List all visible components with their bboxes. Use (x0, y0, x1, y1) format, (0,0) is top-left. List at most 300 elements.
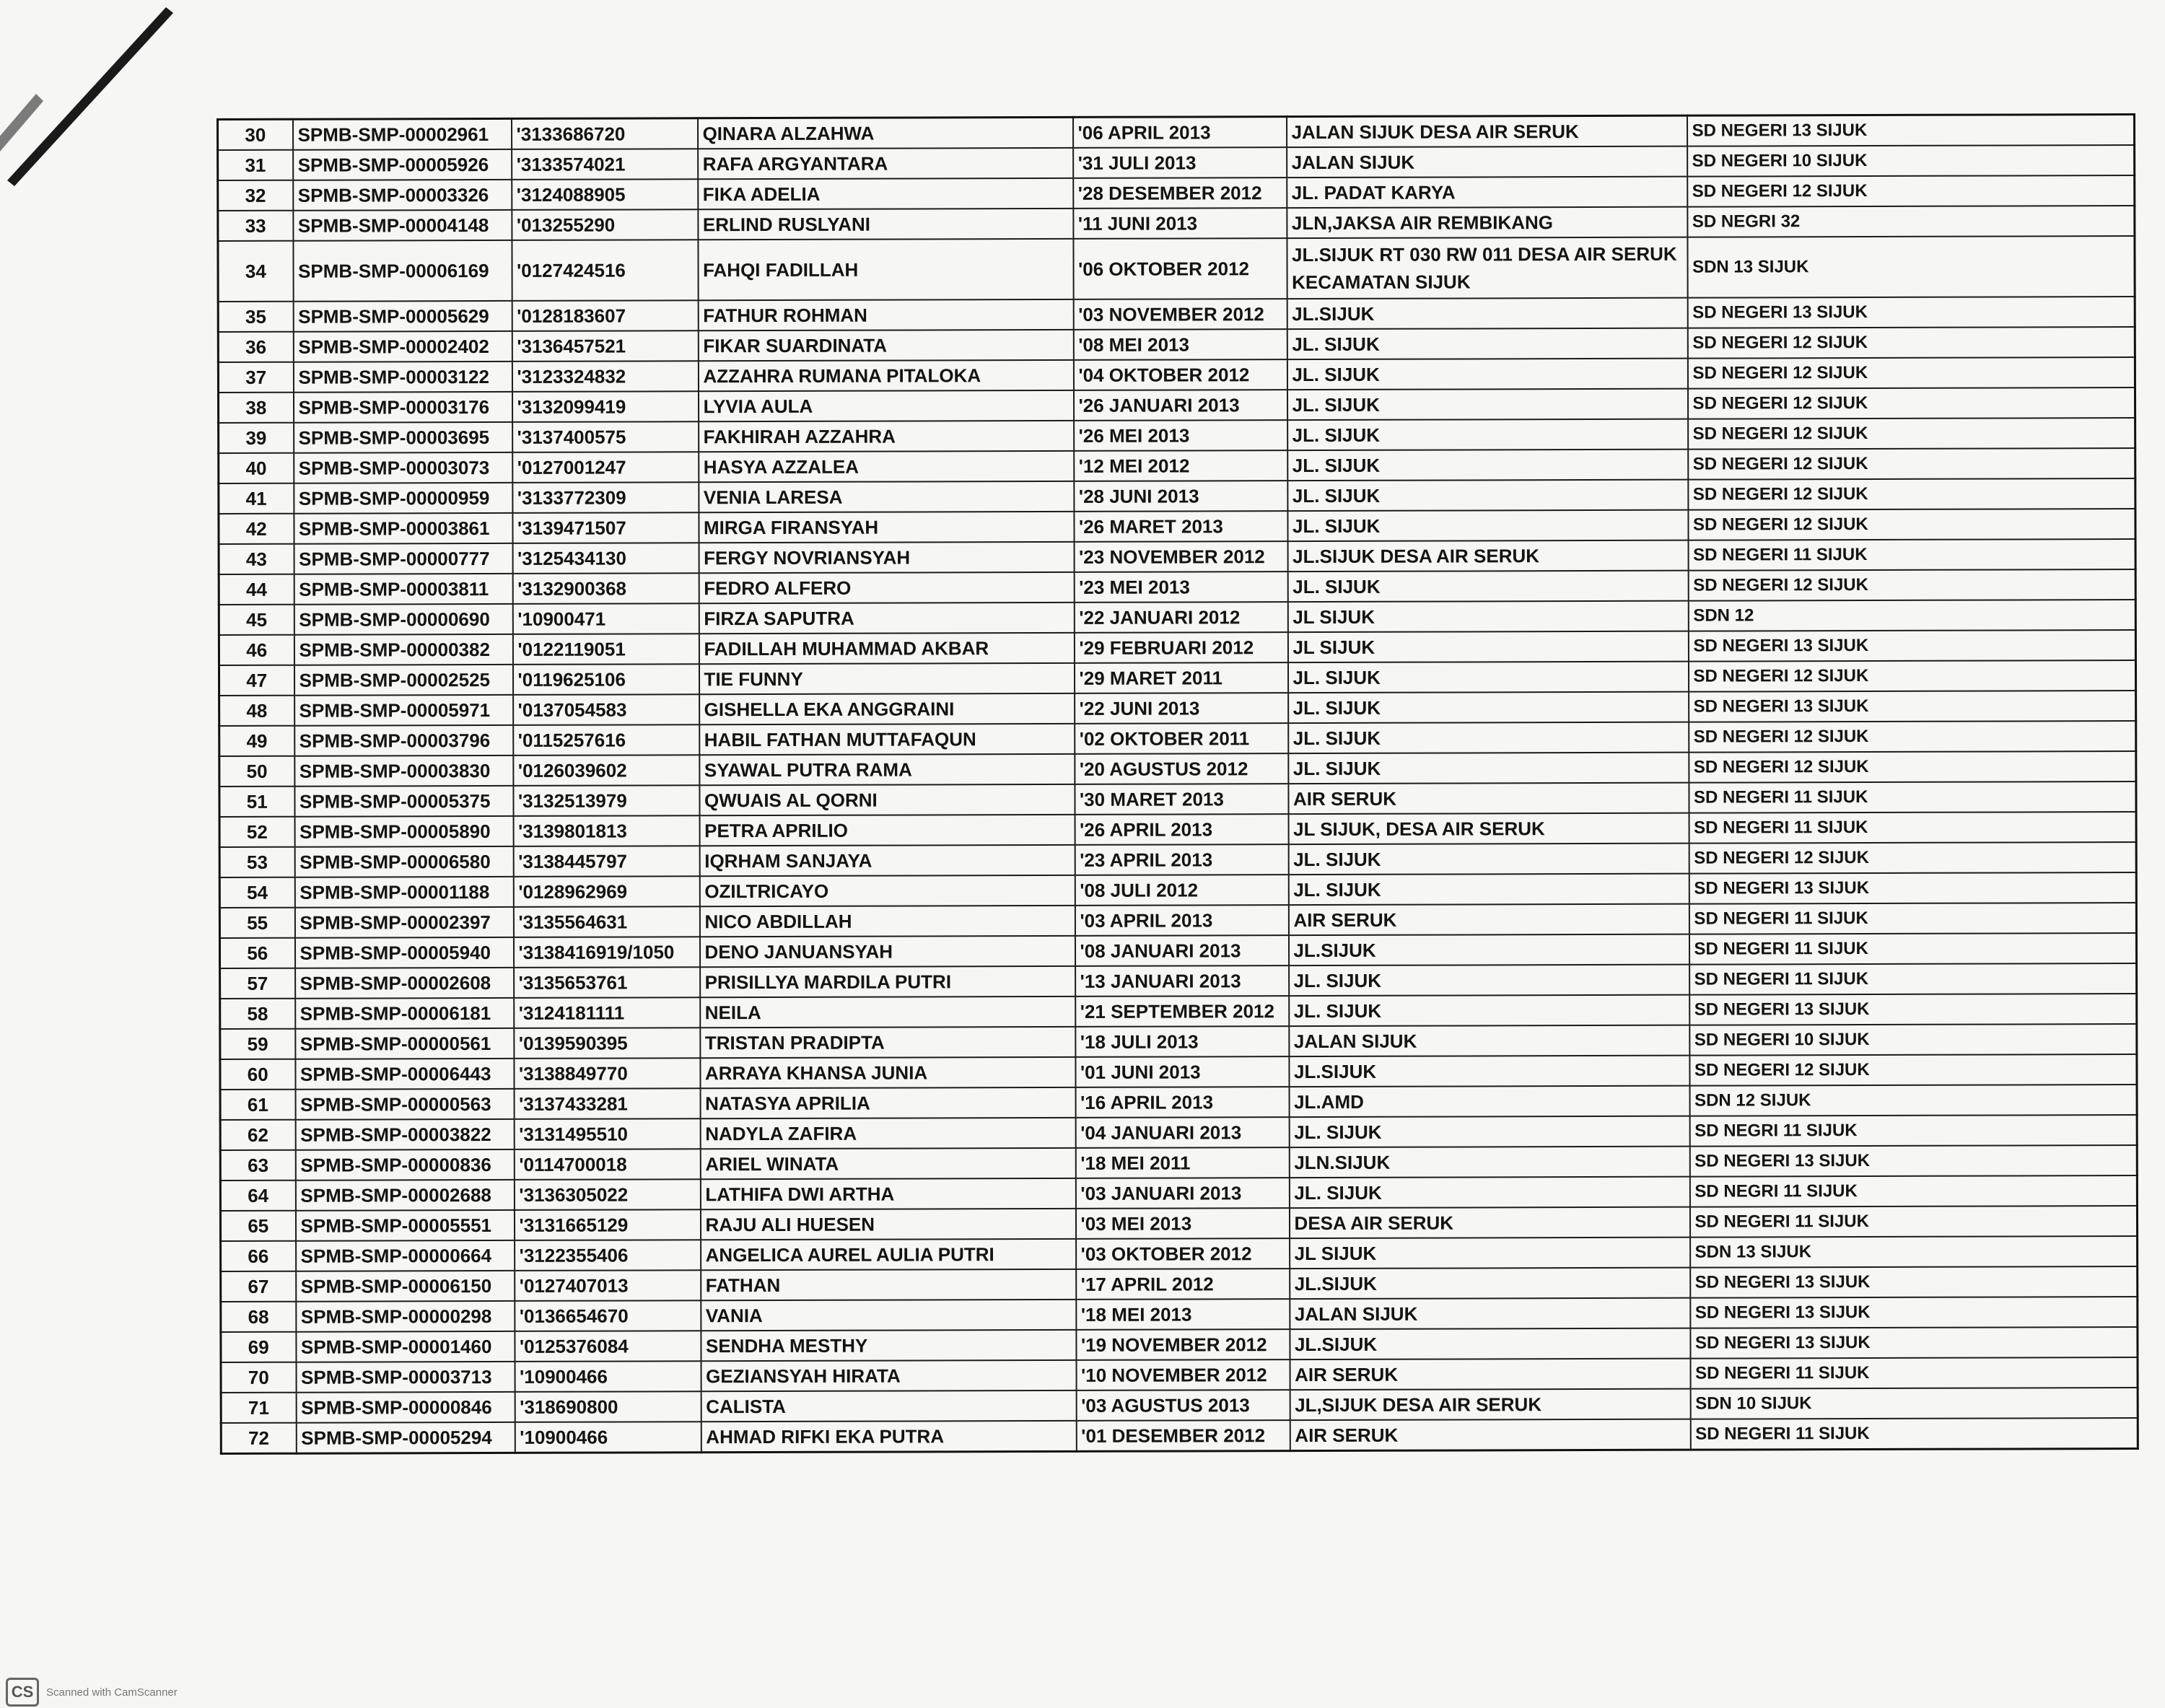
student-name: SENDHA MESTHY (701, 1330, 1076, 1361)
address: JL. SIJUK (1287, 571, 1688, 602)
address: DESA AIR SERUK (1289, 1207, 1689, 1238)
address: JLN.SIJUK (1289, 1147, 1689, 1178)
student-id-number: '318690800 (515, 1391, 701, 1422)
birth-date: '29 FEBRUARI 2012 (1074, 632, 1287, 663)
birth-date: '04 JANUARI 2013 (1075, 1117, 1289, 1148)
student-id-number: '3123324832 (512, 361, 698, 392)
address: JL SIJUK (1287, 631, 1688, 662)
student-id-number: '3138416919/1050 (513, 937, 699, 968)
table-row (219, 418, 2135, 453)
birth-date: '02 OKTOBER 2011 (1075, 723, 1288, 754)
table-row (220, 1054, 2137, 1090)
registration-number: SPMB-SMP-00002688 (295, 1180, 514, 1211)
origin-school: SDN 10 SIJUK (1690, 1388, 2138, 1419)
registration-number: SPMB-SMP-00003122 (293, 362, 512, 393)
table-row (219, 691, 2136, 726)
student-id-number: '3139801813 (513, 815, 699, 846)
row-number: 70 (221, 1362, 296, 1393)
student-id-number: '0119625106 (512, 664, 699, 695)
student-id-number: '3137433281 (514, 1088, 700, 1119)
origin-school: SDN 13 SIJUK (1687, 236, 2135, 298)
origin-school: SD NEGERI 12 SIJUK (1689, 1054, 2137, 1086)
registration-number: SPMB-SMP-00006169 (293, 240, 512, 302)
row-number: 39 (219, 423, 294, 453)
address: JL. SIJUK (1289, 995, 1689, 1026)
row-number: 36 (218, 332, 293, 362)
origin-school: SD NEGRI 11 SIJUK (1689, 1175, 2137, 1207)
origin-school: SD NEGERI 13 SIJUK (1689, 691, 2136, 722)
student-name: MIRGA FIRANSYAH (699, 512, 1074, 543)
row-number: 62 (220, 1120, 295, 1150)
table-row (220, 994, 2137, 1029)
registration-number: SPMB-SMP-00003073 (294, 452, 512, 483)
student-name: QWUAIS AL QORNI (699, 784, 1075, 815)
origin-school: SD NEGERI 11 SIJUK (1689, 933, 2136, 965)
address: AIR SERUK (1290, 1359, 1690, 1390)
student-id-number: '0128183607 (512, 300, 698, 331)
origin-school: SD NEGERI 12 SIJUK (1689, 751, 2136, 783)
table-row (219, 933, 2136, 968)
address: JALAN SIJUK (1289, 1025, 1689, 1056)
origin-school: SD NEGERI 12 SIJUK (1687, 387, 2135, 419)
origin-school: SDN 13 SIJUK (1690, 1236, 2138, 1268)
birth-date: '08 JULI 2012 (1075, 875, 1288, 906)
student-id-number: '3139471507 (512, 512, 699, 543)
student-id-number: '10900466 (515, 1422, 701, 1453)
student-name: GISHELLA EKA ANGGRAINI (699, 693, 1075, 724)
student-id-number: '3136305022 (514, 1179, 700, 1210)
student-id-number: '0114700018 (514, 1149, 700, 1180)
registration-number: SPMB-SMP-00003176 (293, 392, 512, 423)
address: JL. PADAT KARYA (1287, 177, 1687, 208)
address: JL.SIJUK (1289, 1056, 1689, 1087)
student-name: ARIEL WINATA (700, 1148, 1075, 1179)
table-row (221, 1418, 2138, 1453)
registration-number: SPMB-SMP-00003695 (294, 422, 512, 453)
origin-school: SD NEGERI 13 SIJUK (1690, 1297, 2138, 1328)
address: AIR SERUK (1288, 783, 1689, 814)
row-number: 45 (219, 605, 294, 635)
registration-number: SPMB-SMP-00003822 (295, 1119, 514, 1150)
row-number: 38 (218, 393, 293, 423)
student-id-number: '0127407013 (515, 1270, 701, 1301)
student-id-number: '10900466 (515, 1361, 701, 1392)
student-id-number: '0136654670 (515, 1300, 701, 1331)
student-name: PETRA APRILIO (699, 815, 1075, 846)
row-number: 48 (219, 696, 294, 726)
address: JL. SIJUK (1288, 874, 1689, 905)
registration-number: SPMB-SMP-00003713 (296, 1362, 515, 1393)
origin-school: SD NEGERI 11 SIJUK (1690, 1418, 2138, 1450)
birth-date: '16 APRIL 2013 (1075, 1087, 1289, 1118)
student-id-number: '3132099419 (512, 391, 698, 422)
origin-school: SD NEGERI 13 SIJUK (1688, 630, 2135, 662)
student-name: FADILLAH MUHAMMAD AKBAR (699, 633, 1074, 664)
registration-number: SPMB-SMP-00005940 (294, 937, 513, 968)
student-name: SYAWAL PUTRA RAMA (699, 754, 1075, 785)
student-name: RAFA ARGYANTARA (698, 148, 1073, 179)
birth-date: '28 JUNI 2013 (1074, 481, 1287, 512)
student-name: HASYA AZZALEA (699, 451, 1074, 482)
row-number: 49 (219, 726, 294, 756)
birth-date: '04 OKTOBER 2012 (1073, 359, 1287, 390)
origin-school: SD NEGERI 11 SIJUK (1689, 1206, 2137, 1238)
student-id-number: '0137054583 (513, 694, 699, 725)
table-row (220, 963, 2137, 999)
table-row (218, 115, 2135, 150)
student-id-number: '3136457521 (512, 330, 698, 362)
student-name: TRISTAN PRADIPTA (700, 1027, 1075, 1058)
registration-number: SPMB-SMP-00006150 (296, 1271, 515, 1302)
student-name: VENIA LARESA (699, 481, 1074, 512)
table-row (219, 600, 2135, 635)
table-row (219, 478, 2135, 514)
student-id-number: '0122119051 (512, 634, 699, 665)
origin-school: SD NEGERI 11 SIJUK (1688, 539, 2135, 571)
row-number: 37 (218, 362, 293, 393)
student-name: FAHQI FADILLAH (698, 239, 1073, 300)
registration-number: SPMB-SMP-00002402 (293, 331, 512, 362)
student-name: FERGY NOVRIANSYAH (699, 542, 1074, 573)
row-number: 57 (220, 968, 295, 999)
address: JL.SIJUK DESA AIR SERUK (1287, 540, 1688, 571)
row-number: 53 (219, 847, 294, 877)
birth-date: '23 NOVEMBER 2012 (1074, 541, 1287, 572)
table-row (219, 751, 2136, 787)
table-row (219, 812, 2136, 847)
student-id-number: '0115257616 (513, 724, 699, 756)
table-row (219, 630, 2135, 665)
origin-school: SD NEGERI 11 SIJUK (1690, 1357, 2138, 1389)
address: JL.SIJUK (1287, 298, 1687, 329)
student-name: ERLIND RUSLYANI (698, 209, 1073, 240)
student-id-number: '3131665129 (514, 1209, 700, 1240)
registration-number: SPMB-SMP-00005971 (294, 695, 513, 726)
address: JL,SIJUK DESA AIR SERUK (1290, 1389, 1690, 1420)
document-sheet (216, 113, 2139, 1455)
student-name: TIE FUNNY (699, 663, 1074, 694)
address: JL SIJUK (1287, 601, 1688, 632)
registration-number: SPMB-SMP-00001188 (294, 877, 513, 908)
student-name: HABIL FATHAN MUTTAFAQUN (699, 724, 1075, 755)
table-row (221, 1357, 2138, 1393)
table-row (218, 387, 2135, 423)
student-id-number: '3137400575 (512, 421, 699, 452)
table-row (218, 297, 2135, 332)
address: JL. SIJUK (1289, 965, 1689, 996)
student-name: PRISILLYA MARDILA PUTRI (700, 966, 1075, 997)
row-number: 72 (221, 1423, 296, 1454)
origin-school: SD NEGERI 12 SIJUK (1688, 569, 2135, 601)
registration-number: SPMB-SMP-00003811 (294, 574, 512, 605)
origin-school: SD NEGERI 12 SIJUK (1688, 448, 2135, 480)
birth-date: '21 SEPTEMBER 2012 (1075, 996, 1289, 1027)
address: AIR SERUK (1290, 1419, 1690, 1451)
address: JL.AMD (1289, 1086, 1689, 1117)
student-name: NICO ABDILLAH (699, 906, 1075, 937)
birth-date: '30 MARET 2013 (1075, 784, 1288, 815)
birth-date: '18 JULI 2013 (1075, 1026, 1289, 1057)
address: JL. SIJUK (1289, 1177, 1689, 1208)
student-name: AHMAD RIFKI EKA PUTRA (701, 1421, 1076, 1453)
scanner-watermark-text: Scanned with CamScanner (46, 1686, 178, 1699)
student-name: OZILTRICAYO (699, 875, 1075, 906)
address: JL.SIJUK (1288, 934, 1689, 965)
birth-date: '10 NOVEMBER 2012 (1076, 1359, 1290, 1391)
birth-date: '31 JULI 2013 (1073, 147, 1287, 178)
table-row (220, 1206, 2137, 1241)
birth-date: '26 APRIL 2013 (1075, 814, 1288, 845)
scanner-watermark (6, 1678, 178, 1707)
address: JLN,JAKSA AIR REMBIKANG (1287, 207, 1687, 238)
table-row (218, 206, 2135, 241)
row-number: 56 (219, 938, 294, 968)
address: JL. SIJUK (1287, 359, 1687, 390)
registration-number: SPMB-SMP-00000836 (295, 1149, 514, 1181)
origin-school: SD NEGERI 12 SIJUK (1687, 175, 2135, 207)
address: JL. SIJUK (1288, 753, 1689, 784)
row-number: 31 (218, 150, 293, 180)
table-row (218, 327, 2135, 362)
origin-school: SDN 12 SIJUK (1689, 1085, 2137, 1116)
registration-number: SPMB-SMP-00000298 (296, 1301, 515, 1332)
student-id-number: '0126039602 (513, 755, 699, 786)
birth-date: '23 APRIL 2013 (1075, 844, 1288, 875)
origin-school: SD NEGERI 10 SIJUK (1687, 145, 2135, 177)
origin-school: SD NEGERI 12 SIJUK (1689, 721, 2136, 753)
row-number: 54 (219, 877, 294, 908)
student-id-number: '013255290 (512, 209, 698, 240)
origin-school: SD NEGERI 11 SIJUK (1689, 781, 2136, 813)
birth-date: '19 NOVEMBER 2012 (1076, 1329, 1290, 1360)
table-row (221, 1236, 2138, 1271)
table-row (219, 842, 2136, 877)
registration-number: SPMB-SMP-00005926 (293, 149, 512, 180)
birth-date: '18 MEI 2011 (1075, 1147, 1289, 1178)
table-row (218, 236, 2135, 302)
registration-number: SPMB-SMP-00006580 (294, 846, 513, 877)
student-id-number: '3132513979 (513, 785, 699, 816)
table-row (219, 448, 2135, 483)
birth-date: '29 MARET 2011 (1074, 662, 1287, 693)
student-name: FAKHIRAH AZZAHRA (699, 421, 1074, 452)
registration-number: SPMB-SMP-00004148 (293, 210, 512, 241)
registration-number: SPMB-SMP-00006181 (295, 998, 514, 1029)
registration-number: SPMB-SMP-00005629 (293, 301, 512, 332)
row-number: 44 (219, 574, 294, 605)
student-id-number: '3133772309 (512, 482, 699, 513)
birth-date: '18 MEI 2013 (1076, 1299, 1290, 1330)
student-name: GEZIANSYAH HIRATA (701, 1360, 1076, 1391)
student-name: NEILA (700, 997, 1075, 1028)
row-number: 69 (221, 1332, 296, 1362)
birth-date: '11 JUNI 2013 (1073, 208, 1287, 239)
table-row (219, 569, 2135, 605)
birth-date: '22 JUNI 2013 (1075, 693, 1288, 724)
birth-date: '23 MEI 2013 (1074, 571, 1287, 603)
birth-date: '26 JANUARI 2013 (1073, 390, 1287, 421)
origin-school: SD NEGERI 13 SIJUK (1687, 297, 2135, 328)
table-row (220, 1115, 2137, 1150)
birth-date: '06 OKTOBER 2012 (1073, 238, 1287, 299)
table-row (221, 1266, 2138, 1302)
registration-number: SPMB-SMP-00005375 (294, 786, 513, 817)
address: JL. SIJUK (1288, 844, 1689, 875)
origin-school: SD NEGERI 12 SIJUK (1688, 478, 2135, 510)
registration-number: SPMB-SMP-00000777 (294, 543, 512, 574)
registration-number: SPMB-SMP-00001460 (296, 1331, 515, 1362)
origin-school: SD NEGERI 13 SIJUK (1689, 1145, 2137, 1177)
registration-number: SPMB-SMP-00000664 (296, 1240, 515, 1271)
row-number: 42 (219, 514, 294, 544)
origin-school: SD NEGERI 13 SIJUK (1689, 872, 2136, 904)
camscanner-logo-icon: CS (6, 1678, 39, 1707)
birth-date: '03 NOVEMBER 2012 (1073, 299, 1287, 330)
origin-school: SD NEGERI 12 SIJUK (1687, 357, 2135, 389)
address: JL. SIJUK (1288, 722, 1689, 753)
student-name: FATHAN (701, 1269, 1076, 1300)
row-number: 43 (219, 544, 294, 574)
roster-body (218, 115, 2138, 1454)
row-number: 52 (219, 817, 294, 847)
student-name: LYVIA AULA (698, 390, 1073, 421)
birth-date: '20 AGUSTUS 2012 (1075, 753, 1288, 784)
address: JL. SIJUK (1288, 692, 1689, 723)
student-id-number: '3125434130 (512, 543, 699, 574)
row-number: 71 (221, 1393, 296, 1423)
student-id-number: '3133574021 (512, 149, 698, 180)
table-row (221, 1388, 2138, 1423)
student-name: LATHIFA DWI ARTHA (700, 1178, 1075, 1209)
student-name: FEDRO ALFERO (699, 572, 1074, 603)
student-id-number: '10900471 (512, 603, 699, 634)
row-number: 65 (220, 1211, 295, 1241)
row-number: 59 (220, 1029, 295, 1059)
student-name: IQRHAM SANJAYA (699, 845, 1075, 876)
student-id-number: '3138445797 (513, 846, 699, 877)
student-name: VANIA (701, 1300, 1076, 1331)
student-name: DENO JANUANSYAH (699, 936, 1075, 967)
student-name: RAJU ALI HUESEN (700, 1209, 1075, 1240)
registration-number: SPMB-SMP-00000563 (295, 1089, 514, 1120)
student-name: CALISTA (701, 1391, 1076, 1422)
birth-date: '26 MARET 2013 (1074, 511, 1287, 542)
student-id-number: '3122355406 (515, 1240, 701, 1271)
row-number: 58 (220, 999, 295, 1029)
student-name: FATHUR ROHMAN (698, 299, 1073, 330)
table-row (218, 175, 2135, 211)
birth-date: '08 MEI 2013 (1073, 329, 1287, 360)
origin-school: SD NEGERI 12 SIJUK (1688, 660, 2135, 692)
table-row (219, 872, 2136, 908)
row-number: 46 (219, 635, 294, 665)
origin-school: SD NEGERI 12 SIJUK (1688, 418, 2135, 450)
registration-number: SPMB-SMP-00000846 (296, 1392, 515, 1423)
table-row (219, 539, 2135, 574)
table-row (220, 1145, 2137, 1181)
address: JL. SIJUK (1287, 480, 1688, 511)
table-row (219, 903, 2136, 938)
student-name: FIRZA SAPUTRA (699, 603, 1074, 634)
birth-date: '01 JUNI 2013 (1075, 1056, 1289, 1087)
birth-date: '03 MEI 2013 (1075, 1208, 1289, 1239)
table-row (219, 660, 2135, 696)
origin-school: SD NEGERI 11 SIJUK (1689, 903, 2136, 934)
birth-date: '06 APRIL 2013 (1072, 117, 1286, 148)
row-number: 30 (218, 119, 293, 150)
registration-number: SPMB-SMP-00000561 (295, 1028, 514, 1059)
student-id-number: '3132900368 (512, 573, 699, 604)
birth-date: '08 JANUARI 2013 (1075, 935, 1288, 966)
address: JL. SIJUK (1287, 450, 1688, 481)
row-number: 68 (221, 1302, 296, 1332)
registration-number: SPMB-SMP-00000690 (294, 604, 512, 635)
birth-date: '03 JANUARI 2013 (1075, 1178, 1289, 1209)
origin-school: SD NEGERI 12 SIJUK (1688, 509, 2135, 540)
origin-school: SDN 12 (1688, 600, 2135, 631)
student-name: ANGELICA AUREL AULIA PUTRI (701, 1239, 1076, 1270)
registration-number: SPMB-SMP-00002525 (294, 665, 512, 696)
origin-school: SD NEGERI 13 SIJUK (1687, 115, 2134, 146)
origin-school: SD NEGRI 32 (1687, 206, 2135, 237)
student-id-number: '0139590395 (514, 1028, 700, 1059)
birth-date: '12 MEI 2012 (1074, 450, 1287, 481)
student-id-number: '0128962969 (513, 876, 699, 907)
student-id-number: '3131495510 (514, 1118, 700, 1149)
address: JALAN SIJUK DESA AIR SERUK (1286, 115, 1687, 147)
row-number: 67 (221, 1271, 296, 1302)
table-row (220, 1175, 2137, 1211)
origin-school: SD NEGERI 13 SIJUK (1690, 1266, 2138, 1298)
student-id-number: '0125376084 (515, 1331, 701, 1362)
address: JL.SIJUK RT 030 RW 011 DESA AIR SERUK KECAMATAN SIJUK (1287, 237, 1687, 299)
student-id-number: '3138849770 (514, 1058, 700, 1089)
registration-number: SPMB-SMP-00003796 (294, 725, 513, 756)
registration-number: SPMB-SMP-00002961 (293, 118, 512, 149)
row-number: 63 (220, 1150, 295, 1181)
registration-number: SPMB-SMP-00002608 (295, 968, 514, 999)
row-number: 34 (218, 241, 293, 302)
row-number: 35 (218, 302, 293, 332)
student-roster-table (216, 113, 2139, 1455)
student-id-number: '0127001247 (512, 452, 699, 483)
table-row (219, 509, 2135, 544)
registration-number: SPMB-SMP-00003861 (294, 513, 512, 544)
scan-corner-shadow (0, 0, 195, 188)
birth-date: '26 MEI 2013 (1074, 420, 1287, 451)
registration-number: SPMB-SMP-00003326 (293, 180, 512, 211)
row-number: 61 (220, 1090, 295, 1120)
address: JL. SIJUK (1287, 662, 1688, 693)
registration-number: SPMB-SMP-00002397 (294, 907, 513, 938)
address: JL.SIJUK (1290, 1328, 1690, 1359)
address: JL. SIJUK (1289, 1116, 1689, 1147)
student-id-number: '3133686720 (512, 118, 698, 149)
student-name: FIKA ADELIA (698, 178, 1073, 209)
address: JL. SIJUK (1287, 510, 1688, 541)
table-row (219, 721, 2136, 756)
address: JL.SIJUK (1290, 1268, 1690, 1299)
birth-date: '01 DESEMBER 2012 (1076, 1420, 1290, 1451)
student-name: NATASYA APRILIA (700, 1087, 1075, 1118)
row-number: 51 (219, 787, 294, 817)
row-number: 66 (221, 1241, 296, 1271)
birth-date: '17 APRIL 2012 (1076, 1269, 1290, 1300)
row-number: 41 (219, 483, 294, 514)
birth-date: '03 APRIL 2013 (1075, 905, 1288, 936)
registration-number: SPMB-SMP-00000382 (294, 634, 512, 665)
birth-date: '28 DESEMBER 2012 (1073, 178, 1287, 209)
